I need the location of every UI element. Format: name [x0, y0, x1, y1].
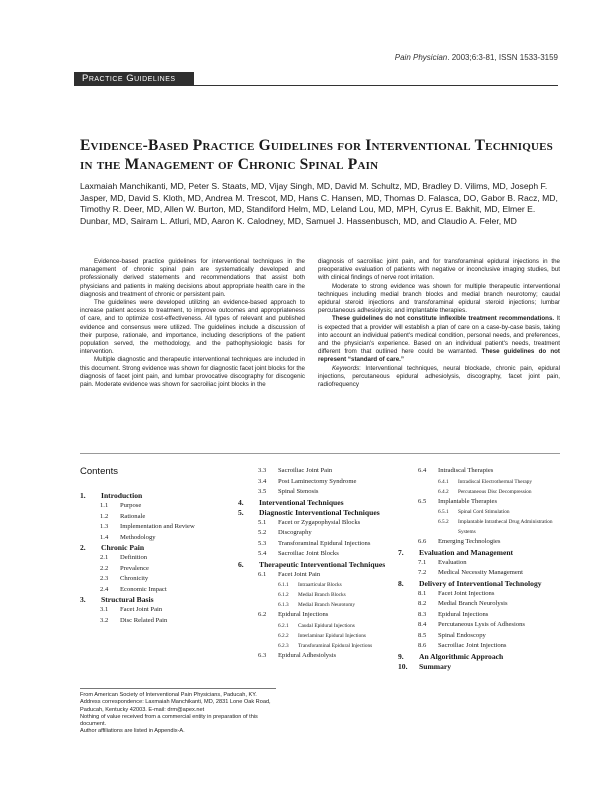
toc-number: 5.3	[258, 539, 267, 547]
toc-title: Epidural Adhesiolysis	[278, 651, 337, 659]
toc-number: 2.3	[100, 575, 109, 582]
toc-number: 8.6	[418, 642, 427, 649]
toc-entry	[238, 498, 388, 508]
funding-note: Nothing of value received from a commercial entity in preparation of this document.	[80, 713, 258, 728]
toc-number: 6.4	[418, 467, 427, 474]
toc-number: 2.	[80, 543, 86, 552]
toc-entry	[238, 580, 388, 590]
journal-citation: . 2003;6:3-81, ISSN 1533-3159	[447, 53, 558, 62]
toc-number: 7.2	[418, 569, 427, 576]
toc-title: Epidural Injections	[278, 611, 329, 618]
toc-entry	[80, 585, 250, 596]
standard-of-care-disclaimer: These guidelines do not represent “standard of care.”	[318, 348, 560, 364]
toc-title: Intradiscal Electrothermal Therapy	[458, 478, 533, 485]
toc-entry	[238, 487, 388, 498]
toc-title: Medial Branch Blocks	[298, 592, 346, 598]
toc-entry	[398, 537, 563, 548]
toc-title: Methodology	[120, 533, 156, 541]
toc-number: 10.	[398, 661, 408, 671]
toc-number: 2.4	[100, 585, 109, 593]
toc-number: 3.4	[258, 477, 267, 485]
toc-title: Discography	[278, 529, 312, 536]
keywords-label: Keywords	[332, 364, 360, 372]
toc-entry	[80, 501, 250, 512]
toc-title: Transforaminal Epidural Injections	[278, 539, 371, 547]
toc-entry	[398, 517, 563, 537]
toc-number: 5.1	[258, 518, 267, 526]
toc-entry	[80, 543, 250, 553]
toc-column-1	[80, 491, 250, 626]
toc-number: 8.1	[418, 589, 427, 597]
toc-number: 8.3	[418, 610, 427, 618]
toc-entry	[238, 631, 388, 641]
toc-entry	[238, 508, 388, 518]
toc-entry	[238, 477, 388, 488]
toc-entry	[398, 610, 563, 621]
abstract-paragraph: Multiple diagnostic and therapeutic interventional techniques are included in this document. Strong evidence was shown for diagnostic facet joint blocks for the diagnosis of facet joint pain, and lumbar provocative discography for discogenic pain. Moderate evidence was shown for sacroiliac joint blocks in the	[80, 356, 305, 389]
toc-title: Sacroiliac Joint Injections	[438, 642, 507, 649]
abstract-paragraph: diagnosis of sacroiliac joint pain, and for transforaminal epidural injections in the preoperative evaluation of patients with negative or inconclusive imaging studies, but with clinical findings of nerve root irritation.	[318, 258, 560, 282]
toc-number: 3.5	[258, 488, 267, 495]
toc-title: Caudal Epidural Injections	[298, 622, 355, 629]
abstract-paragraph: Moderate to strong evidence was shown for multiple therapeutic interventional techniques including medial branch blocks and medial branch neurotomy; caudal epidural steroid injections and transforaminal epidural steroid injections; lumbar percutaneous adhesiolysis; and implantable therapies.	[318, 282, 560, 315]
toc-number: 6.5	[418, 497, 427, 505]
toc-entry	[398, 558, 563, 569]
toc-number: 3.3	[258, 467, 267, 474]
toc-number: 6.3	[258, 651, 267, 659]
affiliation-note: Author affiliations are listed in Appendix-A.	[80, 728, 185, 735]
toc-title: Diagnostic Interventional Techniques	[259, 507, 380, 517]
toc-title: Interventional Techniques	[259, 497, 344, 507]
toc-title: Percutaneous Lysis of Adhesions	[438, 621, 525, 628]
toc-entry	[398, 568, 563, 579]
toc-entry	[80, 533, 250, 544]
toc-entry	[398, 497, 563, 508]
toc-title: Disc Related Pain	[120, 616, 168, 624]
toc-title: Intradiscal Therapies	[438, 467, 494, 474]
author-list: Laxmaiah Manchikanti, MD, Peter S. Staats, MD, Vijay Singh, MD, David M. Schultz, MD, Bradley D. Vilims, MD, Joseph F. Jasper, MD, David S. Kloth, MD, Andrea M. Trescot, MD, Hans C. Hansen, MD, Thomas D. Falasca, DO, Gabor B. Racz, MD, Timothy R. Deer, MD, Allen W. Burton, MD, Standiford Helm, MD, Leland Lou, MD, MPH, Cyrus E. Bakhit, MD, Elmer E. Dunbar, MD, Sairam L. Atluri, MD, Aaron K. Calodney, MD, Samuel J. Hassenbusch, MD, and Claudio A. Feler, MD	[80, 181, 558, 226]
toc-entry	[398, 662, 563, 672]
footnote	[80, 688, 276, 736]
toc-title: Rationale	[120, 512, 146, 520]
toc-entry	[398, 641, 563, 652]
toc-number: 3.2	[100, 616, 109, 624]
toc-entry	[80, 553, 250, 564]
toc-title: Implantable Therapies	[438, 497, 498, 505]
toc-number: 5.4	[258, 550, 267, 557]
abstract-paragraph: The guidelines were developed utilizing an evidence-based approach to increase patient access to treatment, to improve outcomes and appropriateness of care, and to optimize cost-effectiveness. All types of relevant and published evidence and consensus were utilized. The guidelines include a discussion of their purpose, rationale, and importance, including descriptions of the patient population served, the methodology, and the pathophysiologic basis for intervention.	[80, 299, 305, 356]
toc-number: 8.2	[418, 600, 427, 607]
toc-number: 6.5.1	[438, 509, 449, 515]
toc-number: 6.2.2	[278, 632, 289, 639]
toc-entry	[238, 600, 388, 610]
toc-title: Summary	[419, 661, 452, 671]
toc-title: Implantable Intrathecal Drug Administration Systems	[458, 519, 553, 535]
toc-number: 1.3	[100, 523, 109, 530]
keywords-text: : Interventional techniques, neural blockade, chronic pain, epidural injections, percutaneous epidural adhesiolysis, discography, facet joint pain, radiofrequency	[318, 364, 560, 389]
toc-title: Facet or Zygapophysial Blocks	[278, 518, 361, 526]
toc-number: 6.1.3	[278, 602, 289, 608]
toc-number: 6.1.1	[278, 582, 289, 588]
toc-number: 1.4	[100, 533, 109, 541]
toc-entry	[238, 621, 388, 631]
keywords	[318, 365, 560, 390]
toc-entry	[80, 491, 250, 501]
toc-title: Epidural Injections	[438, 610, 489, 618]
toc-title: Definition	[120, 554, 148, 561]
toc-entry	[80, 595, 250, 605]
toc-number: 1.2	[100, 512, 109, 520]
toc-entry	[398, 620, 563, 631]
toc-title: Spinal Endoscopy	[438, 631, 486, 639]
toc-number: 8.5	[418, 631, 427, 639]
toc-number: 6.6	[418, 538, 427, 545]
toc-number: 8.	[398, 578, 404, 588]
guideline-disclaimer: These guidelines do not constitute inflexible treatment recommendations.	[332, 315, 555, 323]
toc-entry	[398, 548, 563, 558]
toc-number: 7.1	[418, 558, 427, 566]
toc-title: Evaluation and Management	[419, 547, 514, 557]
abstract-text: It is expected that a provider will establish a plan of care on a case-by-case basis, taking into account an individual patient's medical condition, personal needs, and preferences, and the physician's experience. Based on an individual patient's needs, treatment different from that outlined here could be warranted.	[318, 315, 560, 356]
toc-title: Introduction	[101, 491, 143, 500]
toc-entry	[398, 579, 563, 589]
toc-entry	[238, 549, 388, 560]
toc-entry	[398, 487, 563, 497]
toc-title: Facet Joint Pain	[278, 570, 321, 578]
toc-number: 3.1	[100, 606, 109, 613]
abstract-column-2	[318, 258, 560, 389]
toc-entry	[238, 539, 388, 550]
section-banner: Practice Guidelines	[74, 72, 194, 86]
toc-title: Intraarticular Blocks	[298, 582, 342, 588]
contents-heading: Contents	[80, 466, 119, 477]
toc-number: 6.5.2	[438, 519, 449, 525]
toc-title: Post Laminectomy Syndrome	[278, 477, 357, 485]
toc-entry	[398, 466, 563, 477]
toc-number: 6.4.1	[438, 478, 449, 485]
toc-title: Chronicity	[120, 575, 149, 582]
toc-number: 9.	[398, 651, 404, 661]
toc-title: Chronic Pain	[101, 543, 145, 552]
toc-column-3	[398, 466, 563, 672]
toc-number: 6.2.3	[278, 642, 289, 649]
toc-number: 7.	[398, 547, 404, 557]
toc-title: Delivery of Interventional Technology	[419, 578, 542, 588]
toc-title: Facet Joint Injections	[438, 589, 495, 597]
toc-title: Therapeutic Interventional Techniques	[259, 559, 386, 569]
toc-title: Medial Branch Neurotomy	[298, 602, 356, 608]
section-divider	[80, 453, 560, 454]
toc-title: Purpose	[120, 502, 142, 509]
toc-entry	[398, 507, 563, 517]
toc-title: Structural Basis	[101, 595, 154, 604]
toc-number: 6.4.2	[438, 488, 449, 495]
toc-entry	[238, 590, 388, 600]
toc-entry	[80, 512, 250, 523]
toc-title: Sacroiliac Joint Pain	[278, 467, 333, 474]
toc-entry	[398, 652, 563, 662]
toc-entry	[238, 610, 388, 621]
toc-title: Sacroiliac Joint Blocks	[278, 550, 339, 557]
toc-title: Medical Necessity Management	[438, 569, 523, 576]
toc-column-2	[238, 466, 388, 661]
toc-number: 2.1	[100, 554, 109, 561]
toc-title: Evaluation	[438, 558, 467, 566]
toc-title: Implementation and Review	[120, 523, 195, 530]
toc-entry	[80, 605, 250, 616]
article-title: Evidence-Based Practice Guidelines for Interventional Techniques in the Management of Chronic Spinal Pain	[80, 137, 553, 173]
toc-title: Economic Impact	[120, 585, 167, 593]
toc-entry	[398, 589, 563, 600]
toc-title: An Algorithmic Approach	[419, 651, 504, 661]
toc-title: Facet Joint Pain	[120, 606, 163, 613]
toc-entry	[398, 477, 563, 487]
toc-number: 6.1	[258, 570, 267, 578]
toc-entry	[238, 651, 388, 662]
toc-entry	[238, 641, 388, 651]
toc-entry	[398, 631, 563, 642]
correspondence-note: From American Society of Interventional Pain Physicians, Paducah, KY. Address correspondence: Laxmaiah Manchikanti, MD, 2831 Lone Oak Road, Paducah, Kentucky 42003. E-mail: drm@apex.net	[80, 692, 271, 713]
toc-title: Spinal Stenosis	[278, 488, 319, 495]
toc-entry	[80, 564, 250, 575]
journal-header	[395, 53, 558, 62]
toc-title: Percutaneous Disc Decompression	[458, 488, 532, 495]
toc-number: 6.1.2	[278, 592, 289, 598]
toc-entry	[80, 616, 250, 627]
abstract-paragraph	[318, 315, 560, 364]
toc-title: Medial Branch Neurolysis	[438, 600, 508, 607]
toc-title: Transforaminal Epidural Injections	[298, 642, 373, 649]
toc-title: Interlaminar Epidural Injections	[298, 632, 366, 639]
toc-number: 3.	[80, 595, 86, 604]
abstract-column-1	[80, 258, 305, 389]
toc-entry	[80, 574, 250, 585]
toc-number: 8.4	[418, 621, 427, 628]
toc-entry	[398, 599, 563, 610]
toc-number: 1.	[80, 491, 86, 500]
toc-number: 5.2	[258, 529, 267, 536]
toc-number: 6.	[238, 559, 244, 569]
toc-title: Prevalence	[120, 564, 149, 572]
abstract-paragraph: Evidence-based practice guidelines for interventional techniques in the management of chronic spinal pain are systematically developed and professionally derived statements and recommendations that assist both physicians and patients in making decisions about appropriate health care in the diagnosis and treatment of chronic or persistent pain.	[80, 258, 305, 298]
toc-entry	[238, 528, 388, 539]
toc-number: 6.2	[258, 611, 267, 618]
toc-entry	[238, 518, 388, 529]
journal-name: Pain Physician	[394, 53, 448, 62]
toc-title: Emerging Technologies	[438, 538, 501, 545]
toc-title: Spinal Cord Stimulation	[458, 509, 510, 515]
toc-number: 1.1	[100, 502, 109, 509]
toc-number: 4.	[238, 497, 244, 507]
toc-entry	[238, 466, 388, 477]
toc-entry	[238, 560, 388, 570]
toc-entry	[80, 522, 250, 533]
toc-number: 5.	[238, 507, 244, 517]
banner-rule	[194, 85, 558, 86]
toc-number: 6.2.1	[278, 622, 289, 629]
toc-number: 2.2	[100, 564, 109, 572]
toc-entry	[238, 570, 388, 581]
